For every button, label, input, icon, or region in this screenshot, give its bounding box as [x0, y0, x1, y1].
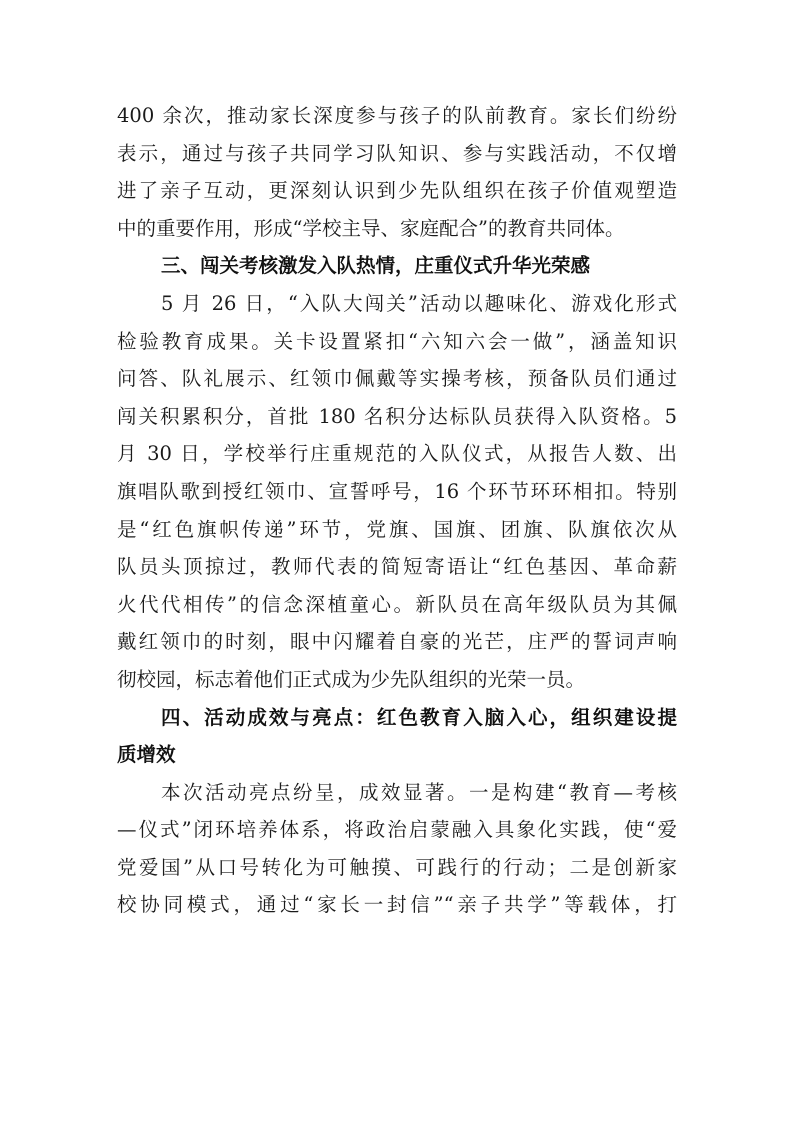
paragraph-1-line-4: 中的重要作用，形成“学校主导、家庭配合”的教育共同体。 — [117, 216, 625, 240]
section-heading-4-line-1: 四、活动成效与亮点：红色教育入脑入心，组织建设提 — [161, 705, 677, 729]
paragraph-2-line-6: 旗唱队歌到授红领巾、宣誓呼号，16 个环节环环相扣。特别 — [117, 479, 677, 503]
document-body — [117, 97, 677, 924]
paragraph-2-line-3: 问答、队礼展示、红领巾佩戴等实操考核，预备队员们通过 — [117, 367, 677, 391]
paragraph-2-line-2: 检验教育成果。关卡设置紧扣“六知六会一做”，涵盖知识 — [117, 329, 677, 353]
paragraph-3-line-2: —仪式”闭环培养体系，将政治启蒙融入具象化实践，使“爱 — [117, 818, 677, 842]
section-heading-3: 三、闯关考核激发入队热情，庄重仪式升华光荣感 — [161, 254, 591, 278]
paragraph-2-line-11: 彻校园，标志着他们正式成为少先队组织的光荣一员。 — [117, 667, 586, 691]
paragraph-2-line-8: 队员头顶掠过，教师代表的简短寄语让“红色基因、革命薪 — [117, 555, 677, 579]
paragraph-2-line-1: 5 月 26 日，“入队大闯关”活动以趣味化、游戏化形式 — [161, 291, 677, 315]
paragraph-2-line-10: 戴红领巾的时刻，眼中闪耀着自豪的光芒，庄严的誓词声响 — [117, 630, 677, 654]
section-heading-4-line-2: 质增效 — [117, 743, 176, 767]
paragraph-3-line-3: 党爱国”从口号转化为可触摸、可践行的行动；二是创新家 — [117, 855, 677, 879]
paragraph-3-line-4: 校协同模式，通过“家长一封信”“亲子共学”等载体，打 — [117, 893, 677, 917]
paragraph-2-line-5: 月 30 日，学校举行庄重规范的入队仪式，从报告人数、出 — [117, 442, 677, 466]
paragraph-1-line-3: 进了亲子互动，更深刻认识到少先队组织在孩子价值观塑造 — [117, 179, 677, 203]
paragraph-1-line-1: 400 余次，推动家长深度参与孩子的队前教育。家长们纷纷 — [117, 104, 677, 127]
paragraph-2-line-9: 火代代相传”的信念深植童心。新队员在高年级队员为其佩 — [117, 592, 677, 616]
paragraph-2-line-7: 是“红色旗帜传递”环节，党旗、国旗、团旗、队旗依次从 — [117, 517, 677, 541]
paragraph-1-line-2: 表示，通过与孩子共同学习队知识、参与实践活动，不仅增 — [117, 141, 677, 165]
paragraph-3-line-1: 本次活动亮点纷呈，成效显著。一是构建“教育—考核 — [161, 780, 677, 804]
paragraph-2-line-4: 闯关积累积分，首批 180 名积分达标队员获得入队资格。5 — [117, 404, 677, 428]
